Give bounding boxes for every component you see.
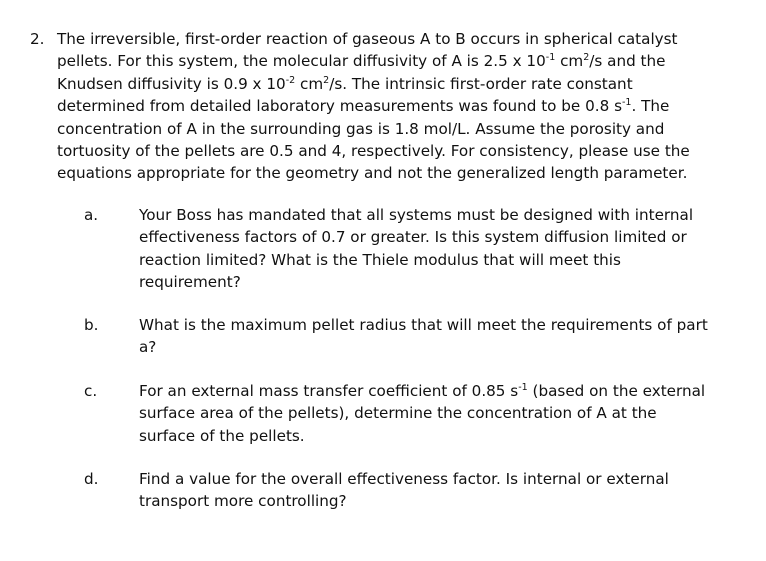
problem-text-segment: /s. The intrinsic first-order rate constant determined from detailed laboratory measurements was found to be 0.8 s <box>57 74 633 116</box>
part-c <box>84 380 714 447</box>
problem-text-segment: cm <box>555 52 584 71</box>
part-text <box>139 380 714 447</box>
part-text <box>139 468 714 513</box>
part-letter: d. <box>84 470 99 488</box>
part-letter: c. <box>84 382 98 400</box>
part-text-segment: Find a value for the overall effectiveness factor. Is internal or external transport more controlling? <box>139 470 669 511</box>
part-text-segment: Your Boss has mandated that all systems must be designed with internal effectiveness factors of 0.7 or greater. Is this system diffusion limited or reaction limited? What is the Thiele modulus that will meet this requirement? <box>139 206 694 292</box>
part-letter: a. <box>84 206 99 224</box>
part-text <box>139 204 714 294</box>
exponent: 2 <box>323 74 330 86</box>
part-b <box>84 314 714 359</box>
part-letter: b. <box>84 316 99 334</box>
problem-text-segment: The irreversible, first-order reaction of gaseous A to B occurs in spherical catalyst pellets. For this system, the molecular diffusivity of A is 2.5 x 10 <box>57 30 678 71</box>
exponent: -2 <box>285 74 296 86</box>
problem-text-segment: /s and the Knudsen diffusivity is 0.9 x 10 <box>57 52 666 93</box>
problem-number: 2. <box>30 30 45 48</box>
problem-text-segment: . The concentration of A in the surrounding gas is 1.8 mol/L. Assume the porosity and tortuosity of the pellets are 0.5 and 4, respectively. For consistency, please use the equations appropriate for the geometry and not the generalized length parameter. <box>57 97 690 183</box>
part-text-segment: (based on the external surface area of the pellets), determine the concentration of A at the surface of the pellets. <box>139 382 706 445</box>
exponent: 2 <box>583 52 590 64</box>
part-text <box>139 314 714 359</box>
part-text-segment: For an external mass transfer coefficient of 0.85 s <box>139 382 519 400</box>
problem-text-segment: cm <box>295 74 324 93</box>
part-d <box>84 468 714 513</box>
part-a <box>84 204 714 294</box>
problem-text <box>57 28 720 185</box>
part-text-segment: What is the maximum pellet radius that will meet the requirements of part a? <box>139 316 708 357</box>
exponent: -1 <box>545 52 556 64</box>
exponent: -1 <box>622 97 632 109</box>
exponent: -1 <box>518 382 528 393</box>
problem-statement <box>30 28 720 185</box>
